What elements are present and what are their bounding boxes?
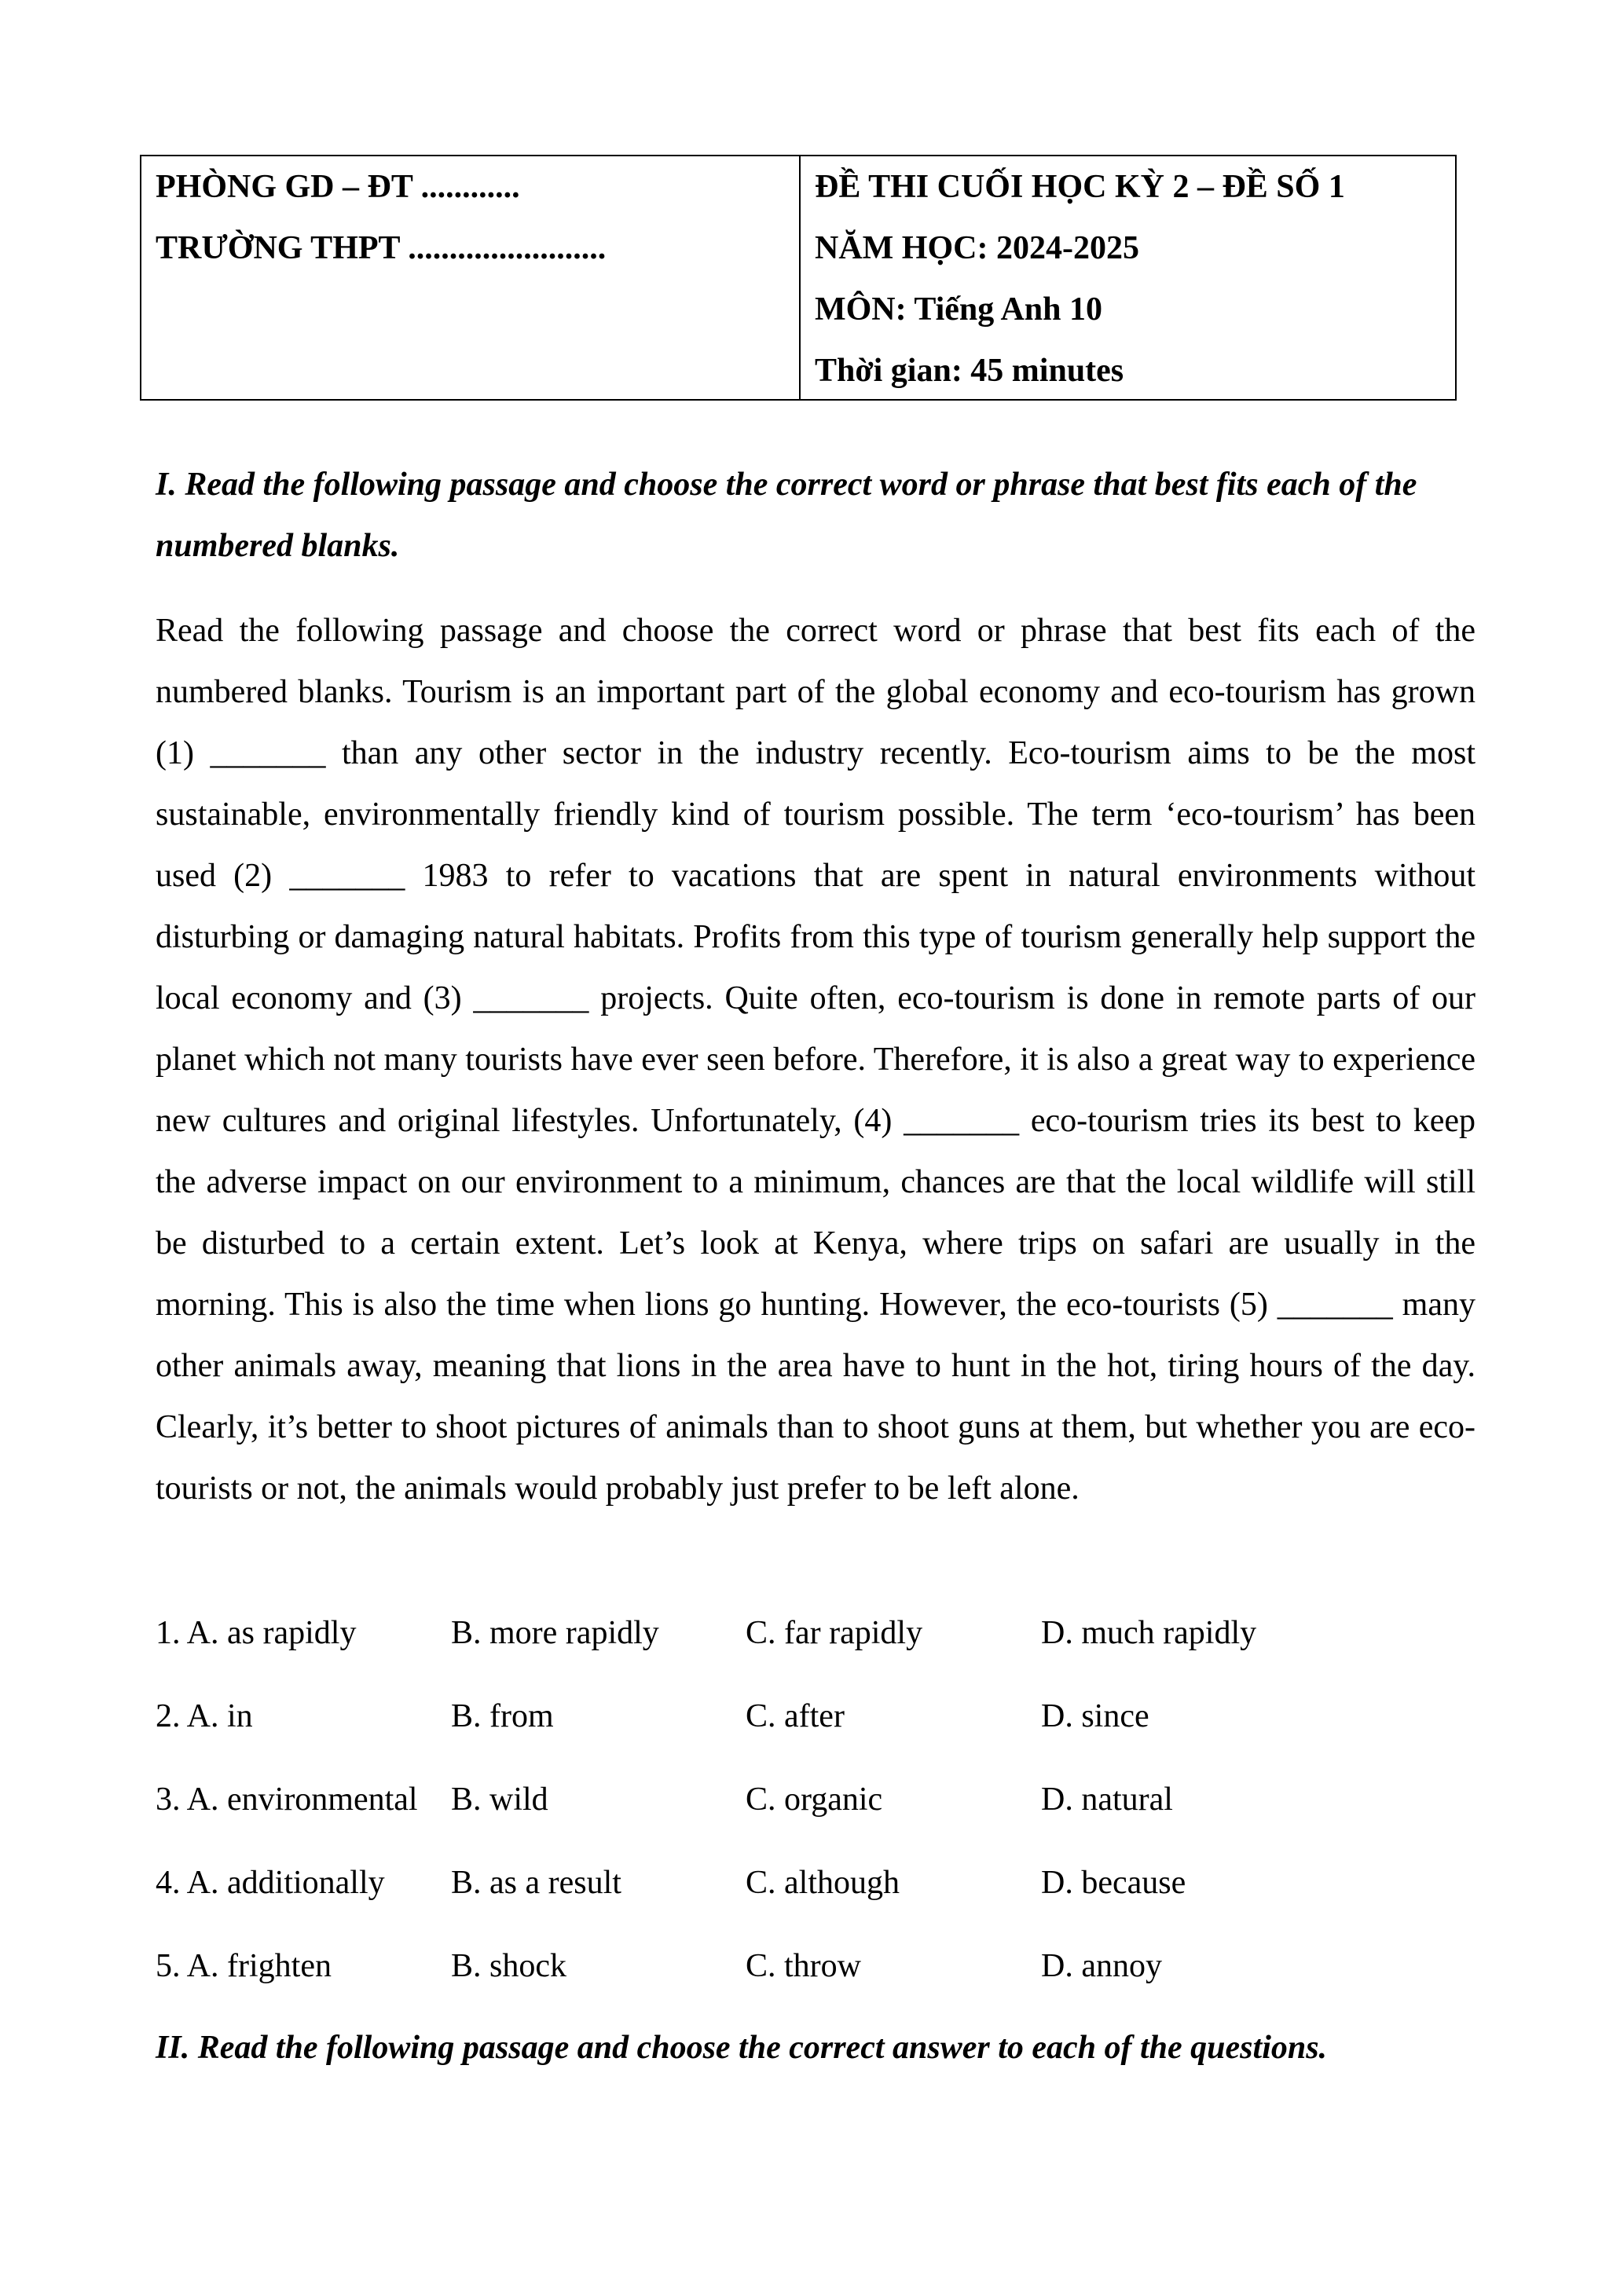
option-a: 2. A. in xyxy=(156,1698,253,1734)
option-c: C. although xyxy=(746,1865,900,1901)
option-b: B. more rapidly xyxy=(451,1615,659,1651)
option-c: C. after xyxy=(746,1698,845,1734)
option-d: D. since xyxy=(1041,1698,1149,1734)
option-b: B. wild xyxy=(451,1782,548,1818)
option-a: 5. A. frighten xyxy=(156,1948,332,1984)
question-row-5 xyxy=(156,1935,1476,2019)
option-b: B. shock xyxy=(451,1948,566,1984)
option-b: B. from xyxy=(451,1698,554,1734)
option-d: D. annoy xyxy=(1041,1948,1162,1984)
option-a: 1. A. as rapidly xyxy=(156,1615,357,1651)
option-b: B. as a result xyxy=(451,1865,621,1901)
department-line: PHÒNG GD – ĐT ............ xyxy=(156,169,520,205)
subject: MÔN: Tiếng Anh 10 xyxy=(815,291,1103,328)
option-d: D. because xyxy=(1041,1865,1186,1901)
option-c: C. throw xyxy=(746,1948,861,1984)
section-1-passage: Read the following passage and choose the correct word or phrase that best fits each of the numbered blanks. Tourism is an important part of the global economy and eco-tourism has grown (1) _______ than any other sector in the industry recently. Eco-tourism aims to be the most sustainable, environmentally friendly kind of tourism possible. The term ‘eco-tourism’ has been used (2) _______ 1983 to refer to vacations that are spent in natural environments without disturbing or damaging natural habitats. Profits from this type of tourism generally help support the local economy and (3) _______ projects. Quite often, eco-tourism is done in remote parts of our planet which not many tourists have ever seen before. Therefore, it is also a great way to experience new cultures and original lifestyles. Unfortunately, (4) _______ eco-tourism tries its best to keep the adverse impact on our environment to a minimum, chances are that the local wildlife will still be disturbed to a certain extent. Let’s look at Kenya, where trips on safari are usually in the morning. This is also the time when lions go hunting. However, the eco-tourists (5) _______ many other animals away, meaning that lions in the area have to hunt in the hot, tiring hours of the day. Clearly, it’s better to shoot pictures of animals than to shoot guns at them, but whether you are eco-tourists or not, the animals would probably just prefer to be left alone. xyxy=(156,613,1476,1507)
school-line: TRƯỜNG THPT ........................ xyxy=(156,230,607,266)
duration: Thời gian: 45 minutes xyxy=(815,353,1124,389)
school-year: NĂM HỌC: 2024-2025 xyxy=(815,230,1139,266)
section-2-heading: II. Read the following passage and choose the correct answer to each of the questions. xyxy=(156,2030,1328,2066)
option-d: D. natural xyxy=(1041,1782,1173,1818)
question-row-2 xyxy=(156,1686,1476,1769)
option-d: D. much rapidly xyxy=(1041,1615,1257,1651)
option-a: 4. A. additionally xyxy=(156,1865,385,1901)
question-row-3 xyxy=(156,1769,1476,1852)
option-c: C. far rapidly xyxy=(746,1615,923,1651)
question-row-1 xyxy=(156,1602,1476,1686)
question-row-4 xyxy=(156,1852,1476,1935)
exam-info-cell xyxy=(801,156,1455,399)
school-info-cell xyxy=(141,156,801,399)
section-1-heading: I. Read the following passage and choose the correct word or phrase that best fits each of the numbered blanks. xyxy=(156,467,1417,564)
option-c: C. organic xyxy=(746,1782,883,1818)
question-options xyxy=(156,1602,1476,2019)
option-a: 3. A. environmental xyxy=(156,1782,418,1818)
exam-title: ĐỀ THI CUỐI HỌC KỲ 2 – ĐỀ SỐ 1 xyxy=(815,169,1345,205)
header-table xyxy=(140,155,1457,401)
